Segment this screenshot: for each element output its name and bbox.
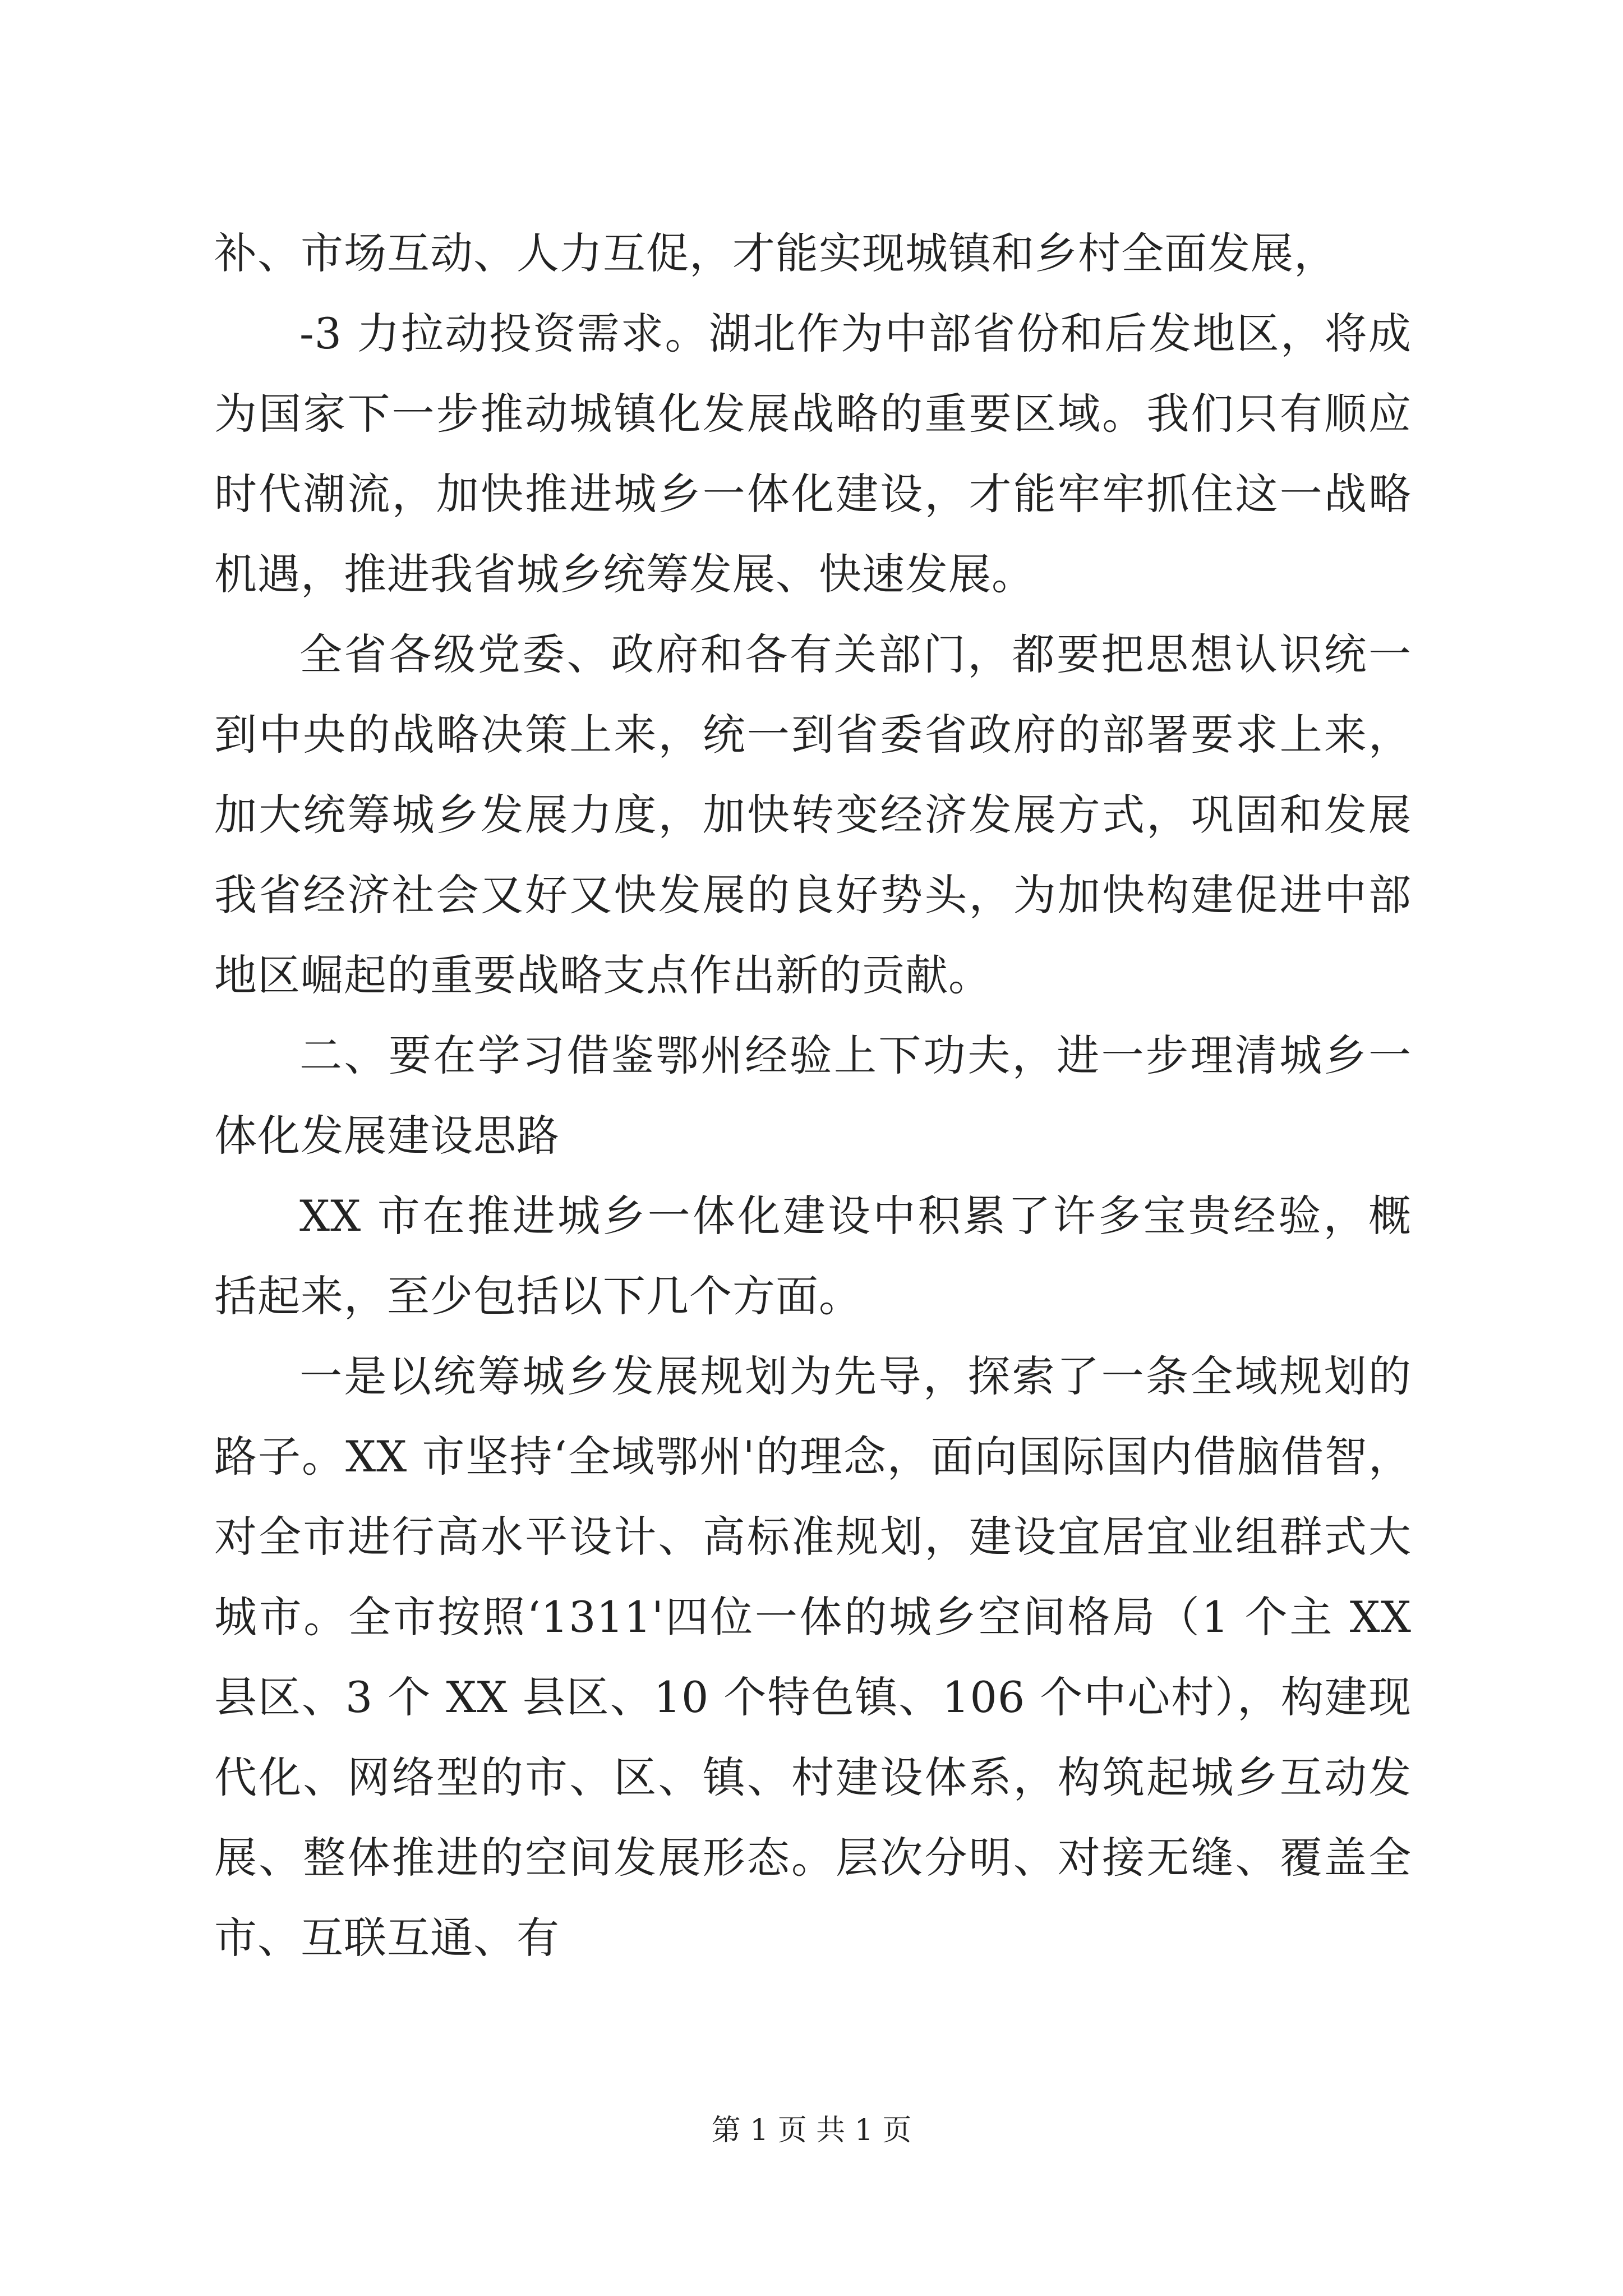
document-body <box>214 213 1412 1978</box>
paragraph-4: XX 市在推进城乡一体化建设中积累了许多宝贵经验，概括起来，至少包括以下几个方面。 <box>214 1191 1412 1321</box>
page-number-footer: 第 1 页 共 1 页 <box>711 2114 912 2147</box>
paragraph-5: 一是以统筹城乡发展规划为先导，探索了一条全域规划的路子。XX 市坚持‘全域鄂州'的理念，面向国际国内借脑借智，对全市进行高水平设计、高标准规划，建设宜居宜业组群式大城市。全市按照‘1311'四位一体的城乡空间格局（1 个主 XX 县区、3 个 XX 县区、10 个特色镇、106 个中心村），构建现代化、网络型的市、区、镇、村建设体系，构筑起城乡互动发展、整体推进的空间发展形态。层次分明、对接无缝、覆盖全市、互联互通、有 <box>214 1351 1412 1963</box>
paragraph-3: 全省各级党委、政府和各有关部门，都要把思想认识统一到中央的战略决策上来，统一到省委省政府的部署要求上来，加大统筹城乡发展力度，加快转变经济发展方式，巩固和发展我省经济社会又好又快发展的良好势头，为加快构建促进中部地区崛起的重要战略支点作出新的贡献。 <box>214 629 1412 1000</box>
paragraph-2: -3 力拉动投资需求。湖北作为中部省份和后发地区，将成为国家下一步推动城镇化发展战略的重要区域。我们只有顺应时代潮流，加快推进城乡一体化建设，才能牢牢抓住这一战略机遇，推进我省城乡统筹发展、快速发展。 <box>214 309 1412 599</box>
section-heading: 二、要在学习借鉴鄂州经验上下功夫，进一步理清城乡一体化发展建设思路 <box>214 1030 1412 1161</box>
paragraph-1: 补、市场互动、人力互促，才能实现城镇和乡村全面发展， <box>214 228 1337 278</box>
